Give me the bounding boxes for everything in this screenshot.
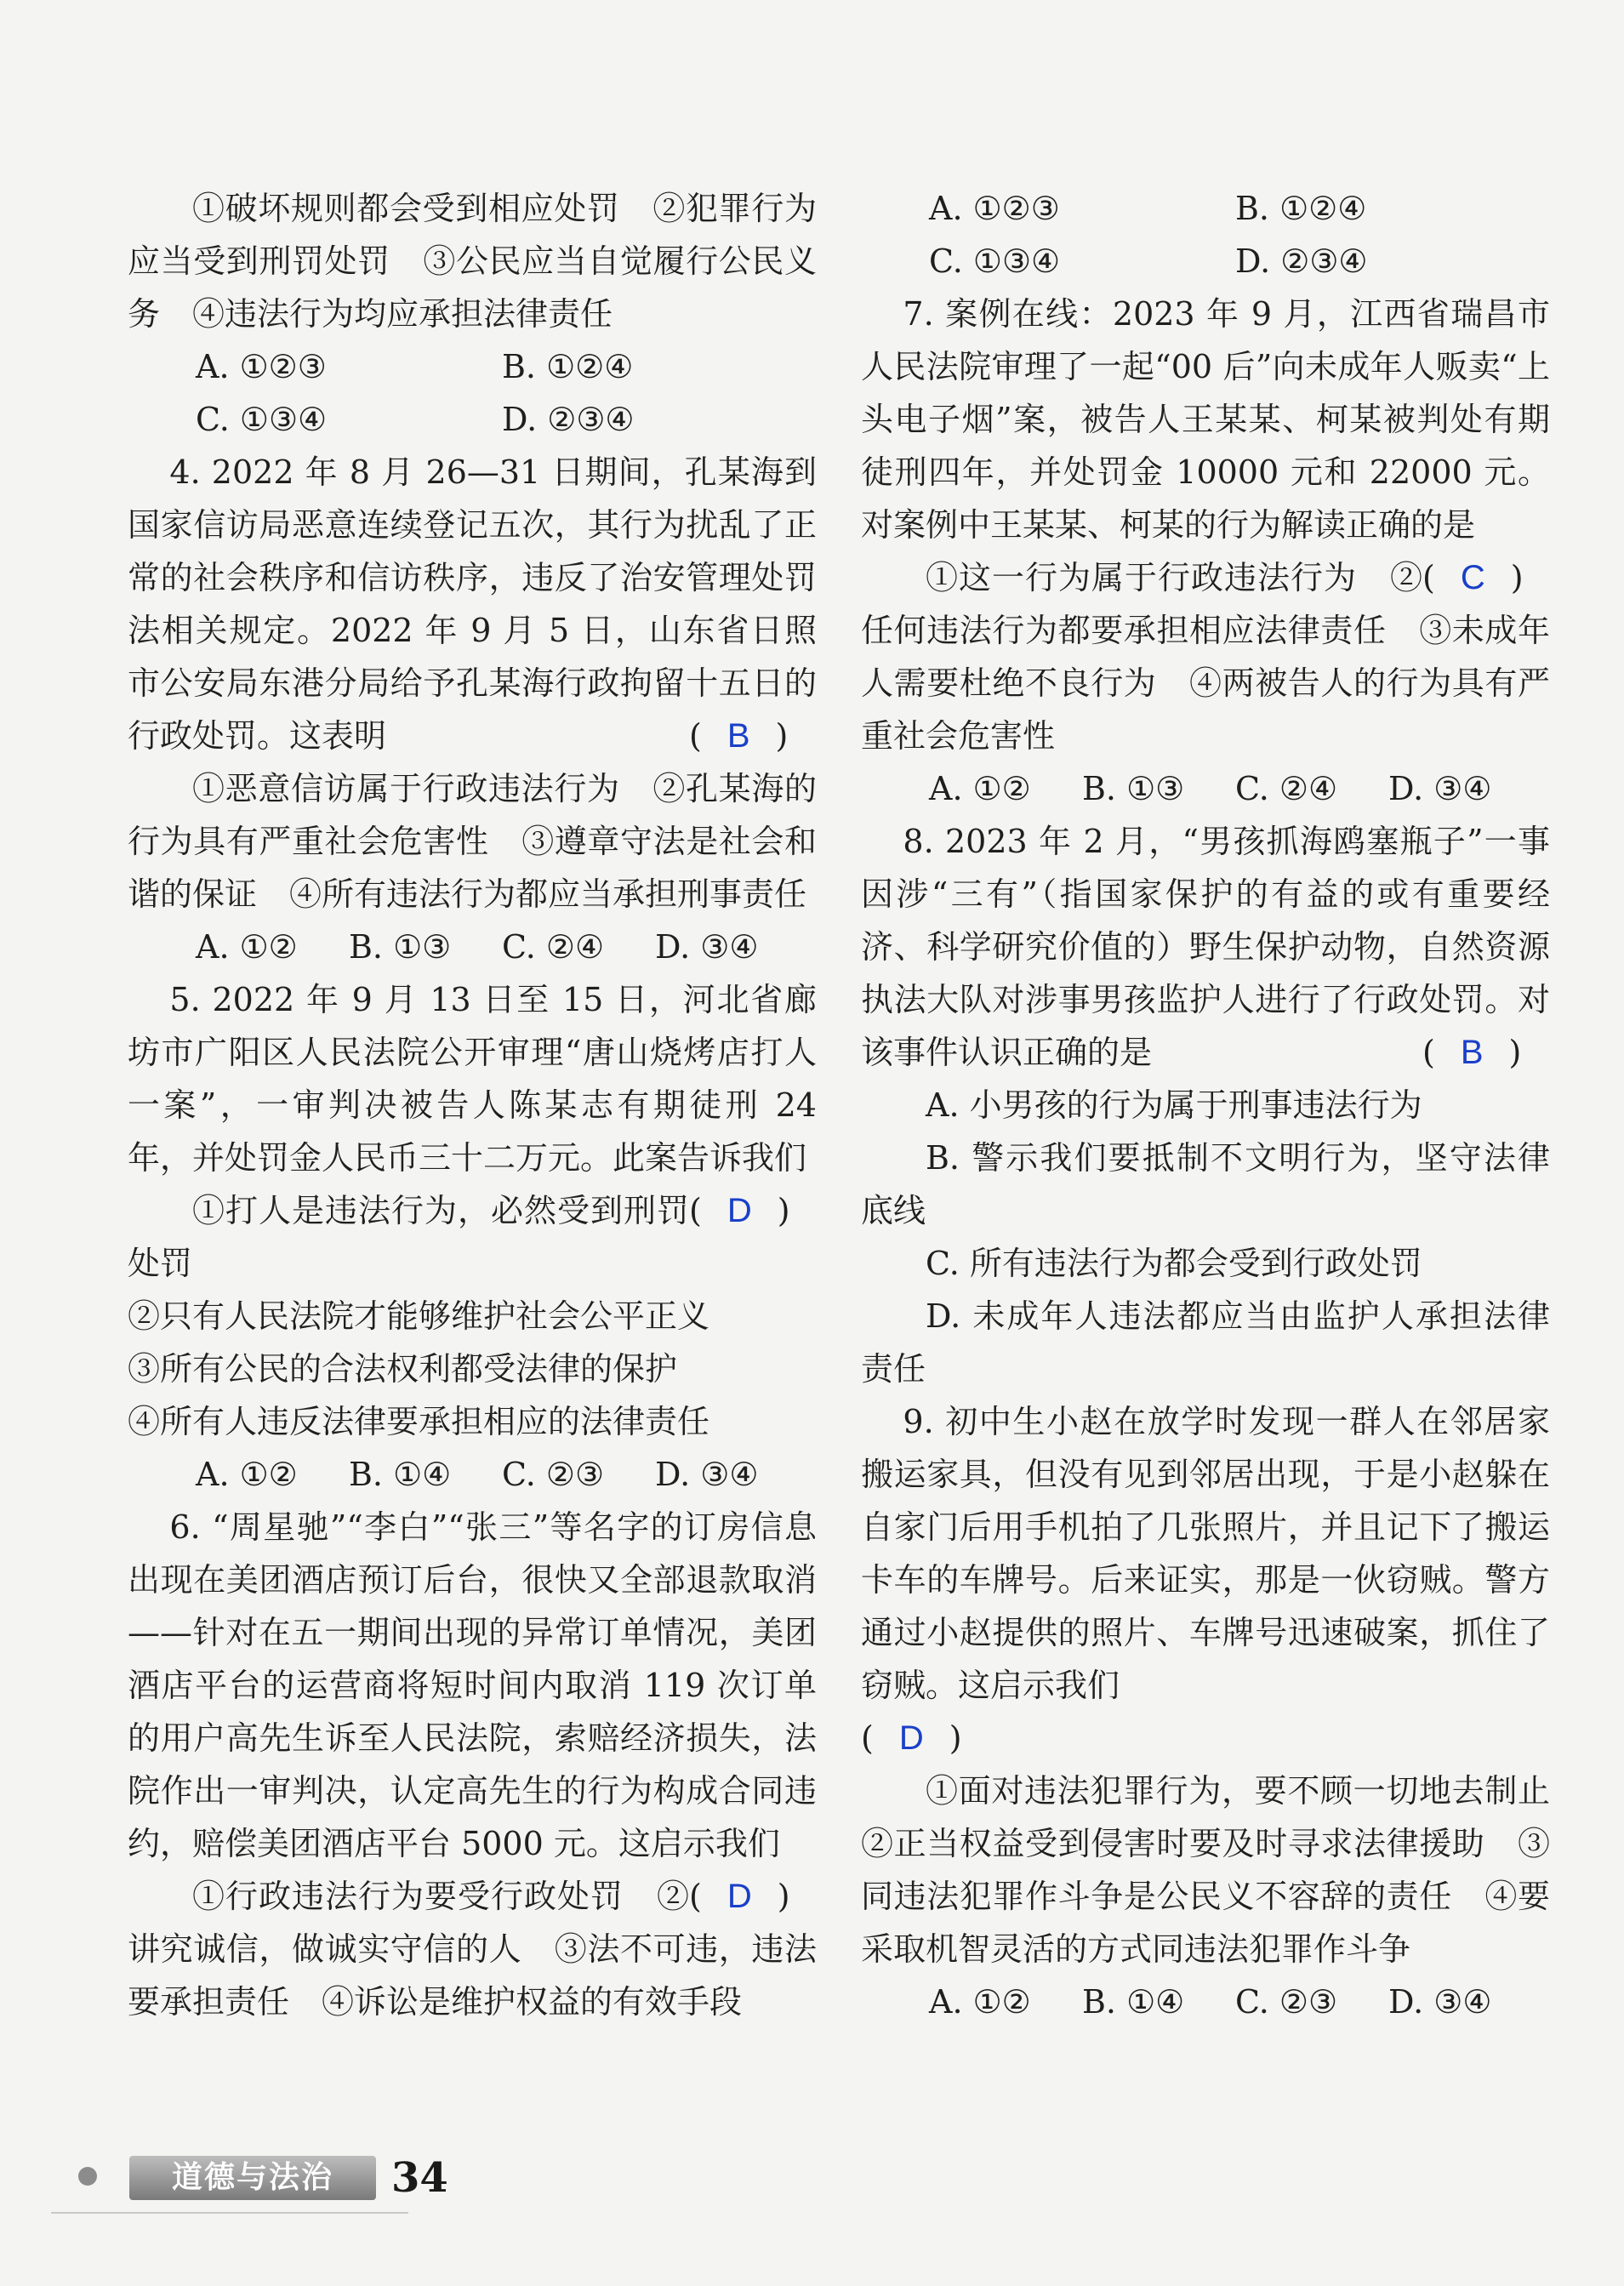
footer-bullet-icon	[78, 2167, 97, 2186]
q4-items: ①恶意信访属于行政违法行为 ②孔某海的行为具有严重社会危害性 ③遵章守法是社会和谐的保证 ④所有违法行为都应当承担刑事责任	[128, 770, 817, 913]
q5-option-b: B. ①④	[349, 1456, 452, 1493]
q5-option-d: D. ③④	[655, 1456, 759, 1493]
q8-option-b: B. 警示我们要抵制不文明行为，坚守法律底线	[861, 1139, 1550, 1229]
q7-options	[861, 762, 1550, 815]
q6-option-c: C. ①③④	[929, 242, 1061, 280]
footer-divider	[51, 2212, 408, 2214]
left-column	[128, 182, 817, 2028]
q6-option-a: A. ①②③	[929, 190, 1060, 227]
right-column	[861, 182, 1583, 2028]
q9-answer-line	[861, 1712, 1550, 1764]
q6-items: ①行政违法行为要受行政处罚 ②讲究诚信，做诚实守信的人 ③法不可违，违法要承担责任 ④诉讼是维护权益的有效手段	[128, 1878, 817, 2021]
q7-items: ①这一行为属于行政违法行为 ②任何违法行为都要承担相应法律责任 ③未成年人需要杜绝不良行为 ④两被告人的行为具有严重社会危害性	[861, 559, 1550, 755]
q9-option-b: B. ①④	[1082, 1983, 1185, 2021]
q9-answer-box: ( D )	[861, 1712, 989, 1764]
q8-option-c: C. 所有违法行为都会受到行政处罚	[926, 1245, 1422, 1282]
q3-option-b: B. ①②④	[502, 348, 634, 385]
q3-options-row1	[128, 340, 817, 393]
q6-stem-text: 6. “周星驰”“李白”“张三”等名字的订房信息出现在美团酒店预订后台，很快又全部退款取消——针对在五一期间出现的异常订单情况，美团酒店平台的运营商将短时间内取消 119 次订单的用户高先生诉至人民法院，索赔经济损失，法院作出一审判决，认定高先生的行为构成合同违约，赔偿美团酒店平台 5000 元。这启示我们	[128, 1508, 817, 1862]
q6-answer-box: ( D )	[689, 1870, 817, 1923]
q8-option-a: A. 小男孩的行为属于刑事违法行为	[926, 1086, 1422, 1124]
q7-option-d: D. ③④	[1388, 770, 1492, 807]
q8-stem-text: 8. 2023 年 2 月，“男孩抓海鸥塞瓶子”一事因涉“三有”（指国家保护的有益的或有重要经济、科学研究价值的）野生保护动物，自然资源执法大队对涉事男孩监护人进行了行政处罚。对该事件认识正确的是	[861, 823, 1550, 1071]
q4-answer-box: ( B )	[689, 710, 817, 762]
q7-option-b: B. ①③	[1082, 770, 1185, 807]
q9-option-d: D. ③④	[1388, 1983, 1492, 2021]
q6-option-b: B. ①②④	[1235, 190, 1367, 227]
q7-option-c: C. ②④	[1235, 770, 1338, 807]
q5-option-c: C. ②③	[502, 1456, 605, 1493]
q5-answer-box: ( D )	[689, 1184, 817, 1237]
q9-items: ①面对违法犯罪行为，要不顾一切地去制止 ②正当权益受到侵害时要及时寻求法律援助 ③同违法犯罪作斗争是公民义不容辞的责任 ④要采取机智灵活的方式同违法犯罪作斗争	[861, 1772, 1583, 1968]
q8-stem	[861, 815, 1550, 1079]
q5-stem-text: 5. 2022 年 9 月 13 日至 15 日，河北省廊坊市广阳区人民法院公开审理“唐山烧烤店打人一案”，一审判决被告人陈某志有期徒刑 24 年，并处罚金人民币三十二万元。此案告诉我们	[128, 981, 817, 1177]
q8-answer: B	[1460, 1034, 1484, 1071]
q8-answer-box: ( B )	[1422, 1026, 1550, 1079]
q3-items: ①破坏规则都会受到相应处罚 ②犯罪行为应当受到刑罚处罚 ③公民应当自觉履行公民义务 ④违法行为均应承担法律责任	[128, 190, 817, 333]
subject-badge: 道德与法治	[129, 2156, 376, 2200]
q5-item-2: ②只有人民法院才能够维护社会公平正义	[128, 1297, 710, 1335]
q4-option-d: D. ③④	[655, 928, 759, 966]
q7-answer-box: ( C )	[1422, 551, 1550, 604]
q9-options	[861, 1975, 1550, 2028]
q5-stem	[128, 973, 817, 1229]
q6-options-row1	[861, 182, 1550, 235]
q8-option-d: D. 未成年人违法都应当由监护人承担法律责任	[861, 1297, 1550, 1388]
q3-option-a: A. ①②③	[196, 348, 327, 385]
q6-stem	[128, 1501, 817, 1915]
q5-item-1: ①打人是违法行为，必然受到刑罚处罚	[128, 1192, 689, 1282]
q6-options-row2	[861, 235, 1550, 288]
q7-stem	[861, 288, 1550, 596]
q9-stem	[861, 1395, 1550, 1712]
q5-option-a: A. ①②	[196, 1456, 298, 1493]
q4-option-b: B. ①③	[349, 928, 452, 966]
q4-option-a: A. ①②	[196, 928, 298, 966]
q7-answer: C	[1460, 559, 1485, 596]
q9-option-a: A. ①②	[929, 1983, 1031, 2021]
q3-option-d: D. ②③④	[502, 401, 635, 438]
q9-stem-text: 9. 初中生小赵在放学时发现一群人在邻居家搬运家具，但没有见到邻居出现，于是小赵躲在自家门后用手机拍了几张照片，并且记下了搬运卡车的车牌号。后来证实，那是一伙窃贼。警方通过小赵提供的照片、车牌号迅速破案，抓住了窃贼。这启示我们	[861, 1403, 1550, 1704]
q9-answer: D	[898, 1719, 924, 1757]
q7-stem-text: 7. 案例在线：2023 年 9 月，江西省瑞昌市人民法院审理了一起“00 后”向未成年人贩卖“上头电子烟”案，被告人王某某、柯某被判处有期徒刑四年，并处罚金 10000 元和 22000 元。对案例中王某某、柯某的行为解读正确的是	[861, 295, 1550, 544]
q4-options	[128, 921, 817, 973]
page-number: 34	[391, 2154, 448, 2202]
q4-answer: B	[727, 717, 750, 755]
q5-options	[128, 1448, 817, 1501]
q5-item-4: ④所有人违反法律要承担相应的法律责任	[128, 1403, 710, 1440]
q5-answer: D	[727, 1192, 752, 1229]
q7-option-a: A. ①②	[929, 770, 1031, 807]
q4-stem-text: 4. 2022 年 8 月 26—31 日期间，孔某海到国家信访局恶意连续登记五次，其行为扰乱了正常的社会秩序和信访秩序，违反了治安管理处罚法相关规定。2022 年 9 月 5 日，山东省日照市公安局东港分局给予孔某海行政拘留十五日的行政处罚。这表明	[128, 453, 817, 755]
page-footer	[60, 2146, 448, 2210]
q4-stem	[128, 446, 817, 762]
q5-item-3: ③所有公民的合法权利都受法律的保护	[128, 1350, 678, 1388]
q3-option-c: C. ①③④	[196, 401, 328, 438]
q9-option-c: C. ②③	[1235, 1983, 1338, 2021]
q4-option-c: C. ②④	[502, 928, 605, 966]
q6-option-d: D. ②③④	[1235, 242, 1368, 280]
q6-answer: D	[727, 1878, 752, 1915]
q3-options-row2	[128, 393, 817, 446]
